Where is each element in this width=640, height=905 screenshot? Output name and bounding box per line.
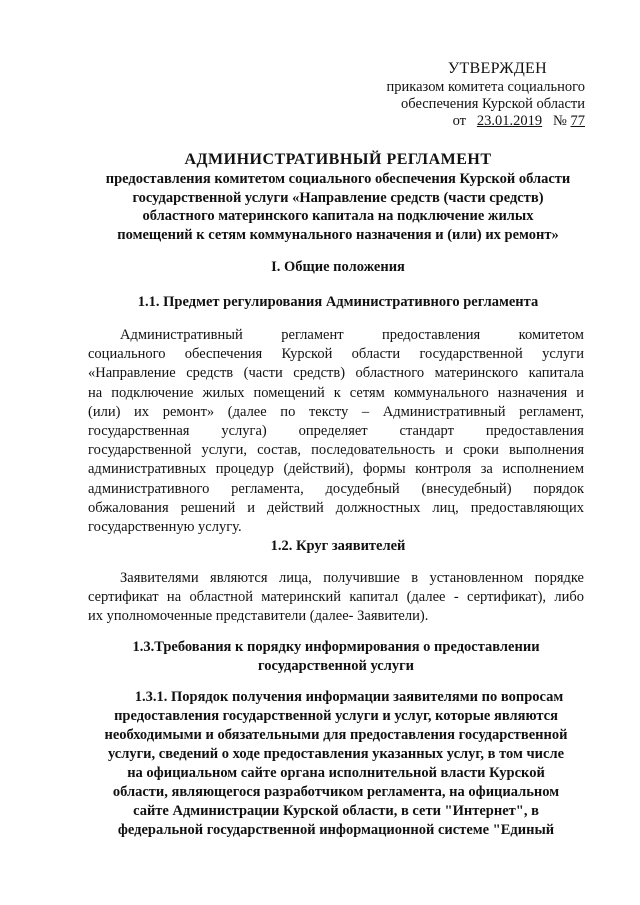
section-1-3-heading	[88, 638, 584, 676]
paragraph-line: необходимыми и обязательными для предоставления государственной	[104, 727, 568, 743]
approval-number: 77	[570, 113, 585, 129]
paragraph-line: административных процедур (действий), формы контроля за исполнением	[88, 461, 584, 478]
section-1-2-paragraph	[88, 569, 584, 627]
approval-date: 23.01.2019	[476, 113, 543, 129]
paragraph-line: «Направление средств (части средств) областного материнского капитала	[88, 365, 584, 382]
approval-number-prefix: №	[553, 113, 567, 129]
section-1-2-heading: 1.2. Круг заявителей	[270, 538, 406, 554]
paragraph-line: обжалования решений и действий должностных лиц, предоставляющих	[88, 499, 584, 516]
document-title	[88, 150, 588, 244]
document-title-line: предоставления комитетом социального обеспечения Курской области	[105, 171, 571, 187]
paragraph-line: федеральной государственной информационной системе "Единый	[117, 822, 555, 838]
paragraph-line: Административный регламент предоставления комитетом	[120, 327, 584, 343]
paragraph-line: на официальном сайте органа исполнительной власти Курской	[127, 765, 545, 781]
paragraph-line: их уполномоченные представители (далее- Заявители).	[88, 608, 429, 625]
paragraph-line: Заявителями являются лица, получившие в установленном порядке	[120, 570, 584, 586]
paragraph-line: (или) их ремонт» (далее по тексту – Административный регламент,	[88, 403, 584, 420]
paragraph-line: предоставления государственной услуги и услуг, которые являются	[114, 708, 558, 724]
paragraph-line: государственная услуга) определяет стандарт предоставления	[88, 422, 584, 439]
paragraph-line: административного регламента, досудебный (внесудебный) порядок	[88, 480, 584, 497]
paragraph-line: государственной услуги, состав, последовательность и сроки выполнения	[88, 442, 584, 459]
paragraph-line: сайте Администрации Курской области, в сети "Интернет", в	[133, 803, 539, 819]
paragraph-line: 1.3.1. Порядок получения информации заявителями по вопросам	[134, 689, 564, 705]
paragraph-line: услуги, сведений о ходе предоставления указанных услуг, в том числе	[107, 746, 565, 762]
document-title-main: АДМИНИСТРАТИВНЫЙ РЕГЛАМЕНТ	[184, 151, 492, 168]
section-1-1-paragraph	[88, 326, 584, 537]
section-1-heading: I. Общие положения	[271, 259, 405, 275]
approval-block	[345, 60, 585, 130]
section-1-1-heading: 1.1. Предмет регулирования Административного регламента	[137, 294, 539, 310]
document-title-line: областного материнского капитала на подключение жилых	[142, 208, 534, 224]
paragraph-line: социального обеспечения Курской области государственной услуги	[88, 346, 584, 363]
approval-date-prefix: от	[452, 113, 467, 129]
approval-date-line	[345, 113, 585, 130]
document-title-line: помещений к сетям коммунального назначения и (или) их ремонт»	[117, 226, 559, 243]
section-1-3-1-paragraph	[88, 688, 584, 840]
paragraph-line: сертификат на областной материнский капитал (далее - сертификат), либо	[88, 589, 584, 606]
document-title-line: государственной услуги «Направление средств (части средств)	[132, 189, 544, 206]
paragraph-line: области, являющегося разработчиком регламента, на официальном	[112, 784, 560, 800]
heading-line: государственной услуги	[257, 658, 415, 674]
paragraph-line: государственную услугу.	[88, 518, 242, 535]
approval-line-1: приказом комитета социального	[386, 79, 585, 95]
heading-line: 1.3.Требования к порядку информирования о предоставлении	[132, 639, 540, 655]
paragraph-line: на подключение жилых помещений к сетям коммунального назначения и	[88, 384, 584, 401]
approval-line-2: обеспечения Курской области	[401, 96, 585, 112]
approval-status: УТВЕРЖДЕН	[447, 60, 547, 77]
